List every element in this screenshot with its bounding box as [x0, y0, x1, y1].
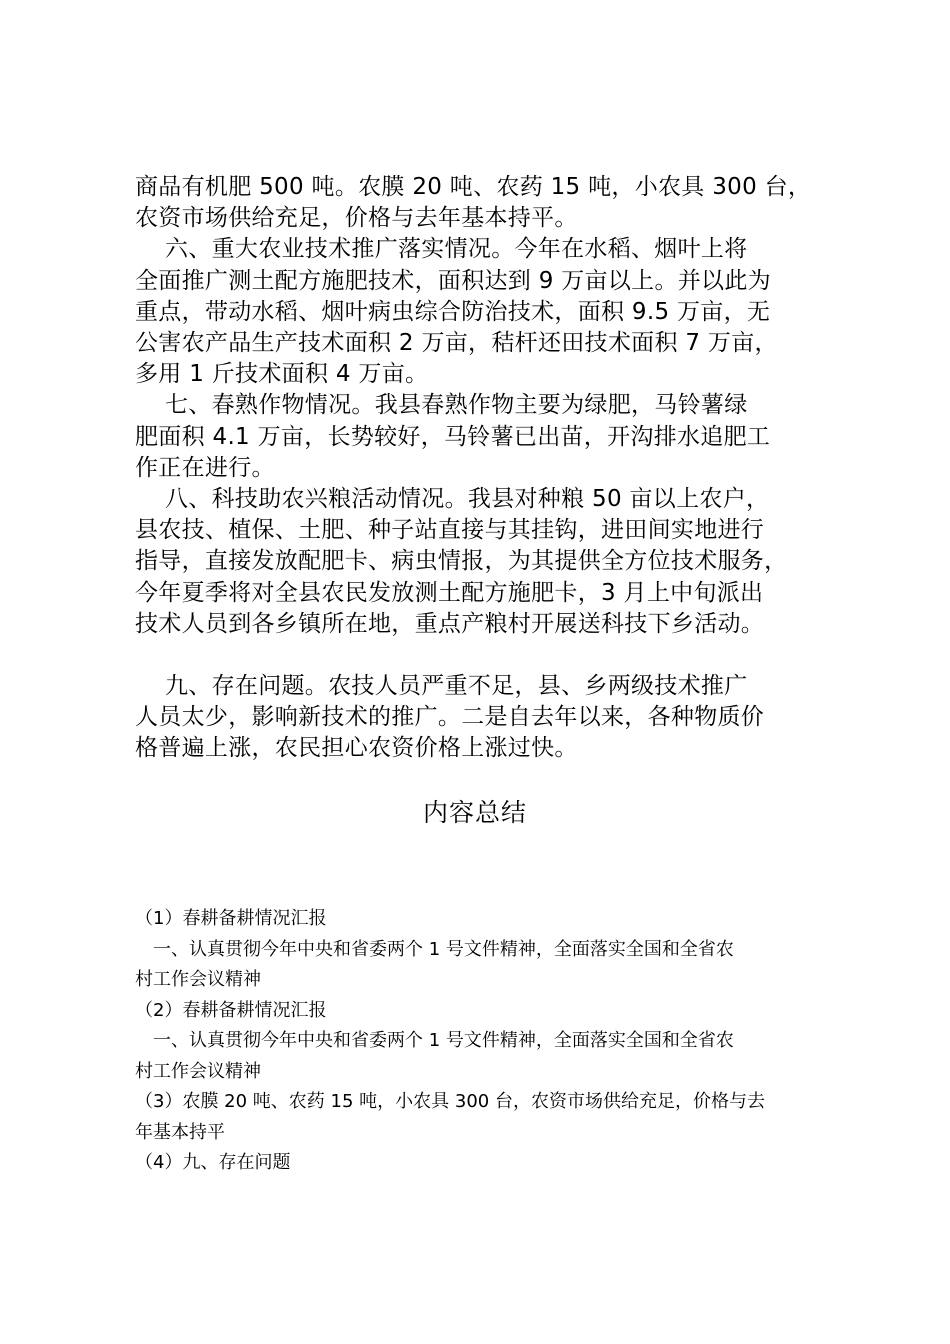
- summary-item: 一、认真贯彻今年中央和省委两个 1 号文件精神，全面落实全国和全省农 村工作会议精神: [135, 938, 734, 990]
- paragraph-gap: [135, 640, 855, 671]
- summary-item: （2）春耕备耕情况汇报: [135, 999, 327, 1021]
- summary-item: （4）九、存在问题: [135, 1152, 291, 1173]
- paragraph-section-7: 七、春熟作物情况。我县春熟作物主要为绿肥，马铃薯绿 肥面积 4.1 万亩，长势较好，马铃薯已出苗，开沟排水追肥工 作正在进行。: [135, 392, 771, 481]
- paragraph-section-9: 九、存在问题。农技人员严重不足，县、乡两级技术推广 人员太少，影响新技术的推广。二是自去年以来，各种物质价 格普遍上涨，农民担心农资价格上涨过快。: [135, 673, 765, 762]
- summary-item: （1）春耕备耕情况汇报: [135, 908, 327, 929]
- report-body: [135, 172, 855, 765]
- paragraph-section-6: 六、重大农业技术推广落实情况。今年在水稻、烟叶上将 全面推广测土配方施肥技术，面积达到 9 万亩以上。并以此为 重点，带动水稻、烟叶病虫综合防治技术，面积 9.5 万亩，无 公害农产品生产技术面积 2 万亩，秸杆还田技术面积 7 万亩， 多用 1 斤技术面积 4 万亩。: [135, 236, 778, 388]
- summary-list: [135, 904, 835, 1179]
- paragraph-continued: 商品有机肥 500 吨。农膜 20 吨、农药 15 吨，小农具 300 台， 农资市场供给充足，价格与去年基本持平。: [135, 174, 812, 232]
- paragraph-section-8: 八、科技助农兴粮活动情况。我县对种粮 50 亩以上农户， 县农技、植保、土肥、种子站直接与其挂钩，进田间实地进行 指导，直接发放配肥卡、病虫情报，为其提供全方位技术服务， 今年夏季将对全县农民发放测土配方施肥卡，3 月上中旬派出 技术人员到各乡镇所在地，重点产粮村开展送科技下乡活动。: [135, 486, 788, 637]
- summary-item: （3）农膜 20 吨、农药 15 吨，小农具 300 台，农资市场供给充足，价格与去 年基本持平: [135, 1091, 765, 1143]
- summary-heading: 内容总结: [422, 798, 527, 827]
- summary-item: 一、认真贯彻今年中央和省委两个 1 号文件精神，全面落实全国和全省农 村工作会议精神: [135, 1030, 734, 1082]
